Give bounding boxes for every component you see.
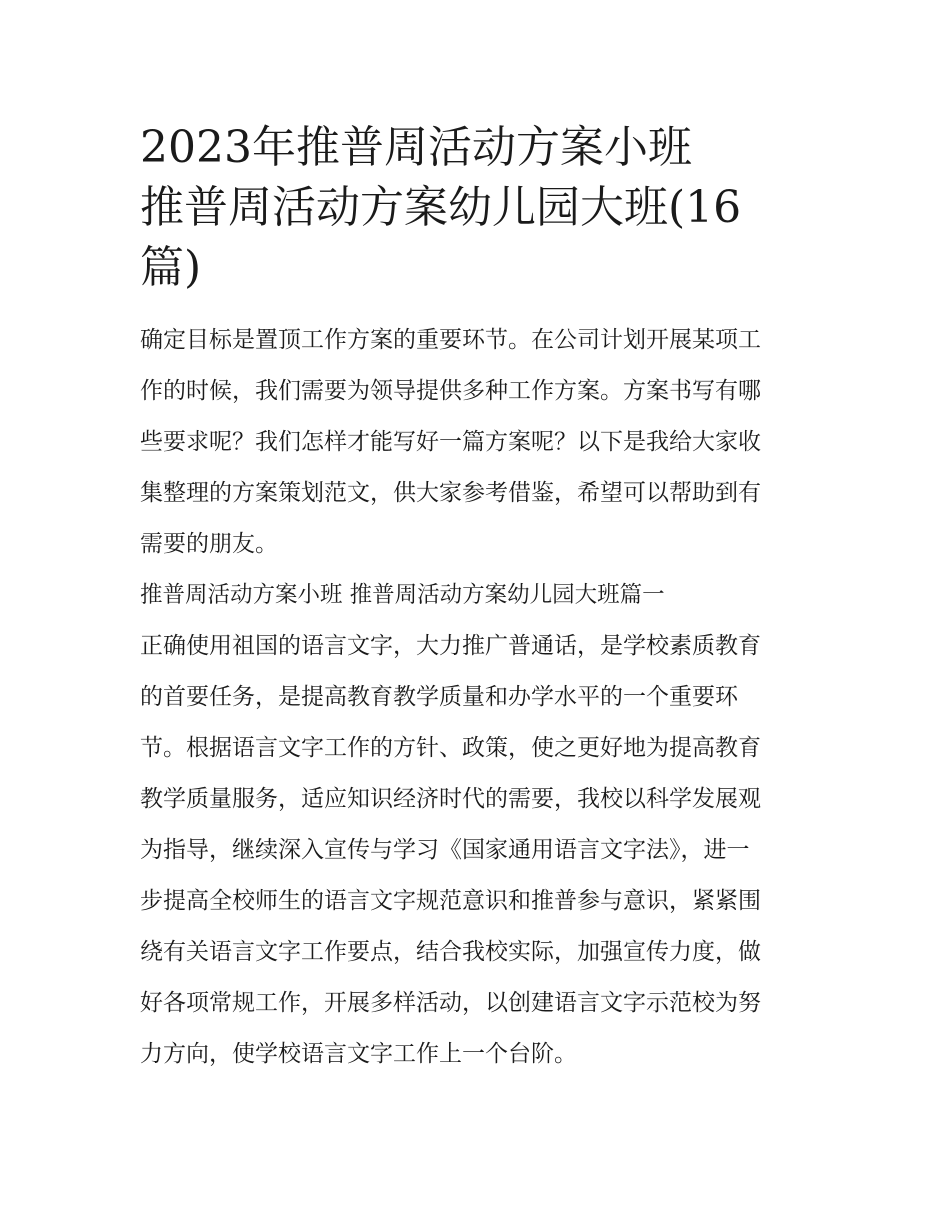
intro-line: 集整理的方案策划范文，供大家参考借鉴，希望可以帮助到有 bbox=[140, 480, 761, 506]
document-content bbox=[140, 118, 812, 1080]
section-line: 好各项常规工作，开展多样活动，以创建语言文字示范校为努 bbox=[140, 990, 761, 1016]
intro-line: 确定目标是置顶工作方案的重要环节。在公司计划开展某项工 bbox=[140, 327, 761, 353]
section-heading: 推普周活动方案小班 推普周活动方案幼儿园大班篇一 bbox=[140, 582, 665, 608]
section-line: 节。根据语言文字工作的方针、政策，使之更好地为提高教育 bbox=[140, 735, 761, 761]
title-line-1: 2023年推普周活动方案小班 bbox=[140, 122, 692, 173]
section-line: 的首要任务，是提高教育教学质量和办学水平的一个重要环 bbox=[140, 684, 738, 710]
title-line-2: 推普周活动方案幼儿园大班(16 bbox=[140, 182, 742, 233]
title-line-3: 篇) bbox=[140, 242, 202, 293]
section-line: 力方向，使学校语言文字工作上一个台阶。 bbox=[140, 1041, 577, 1067]
intro-line: 作的时候，我们需要为领导提供多种工作方案。方案书写有哪 bbox=[140, 378, 761, 404]
document-title bbox=[140, 118, 812, 298]
document-body bbox=[140, 315, 812, 1080]
section-line: 教学质量服务，适应知识经济时代的需要，我校以科学发展观 bbox=[140, 786, 761, 812]
section-line: 绕有关语言文字工作要点，结合我校实际，加强宣传力度，做 bbox=[140, 939, 761, 965]
intro-line: 些要求呢？我们怎样才能写好一篇方案呢？以下是我给大家收 bbox=[140, 429, 761, 455]
section-line: 为指导，继续深入宣传与学习《国家通用语言文字法》，进一 bbox=[140, 837, 750, 863]
section-line: 正确使用祖国的语言文字，大力推广普通话，是学校素质教育 bbox=[140, 633, 761, 659]
intro-line: 需要的朋友。 bbox=[140, 531, 278, 557]
section-line: 步提高全校师生的语言文字规范意识和推普参与意识，紧紧围 bbox=[140, 888, 761, 914]
